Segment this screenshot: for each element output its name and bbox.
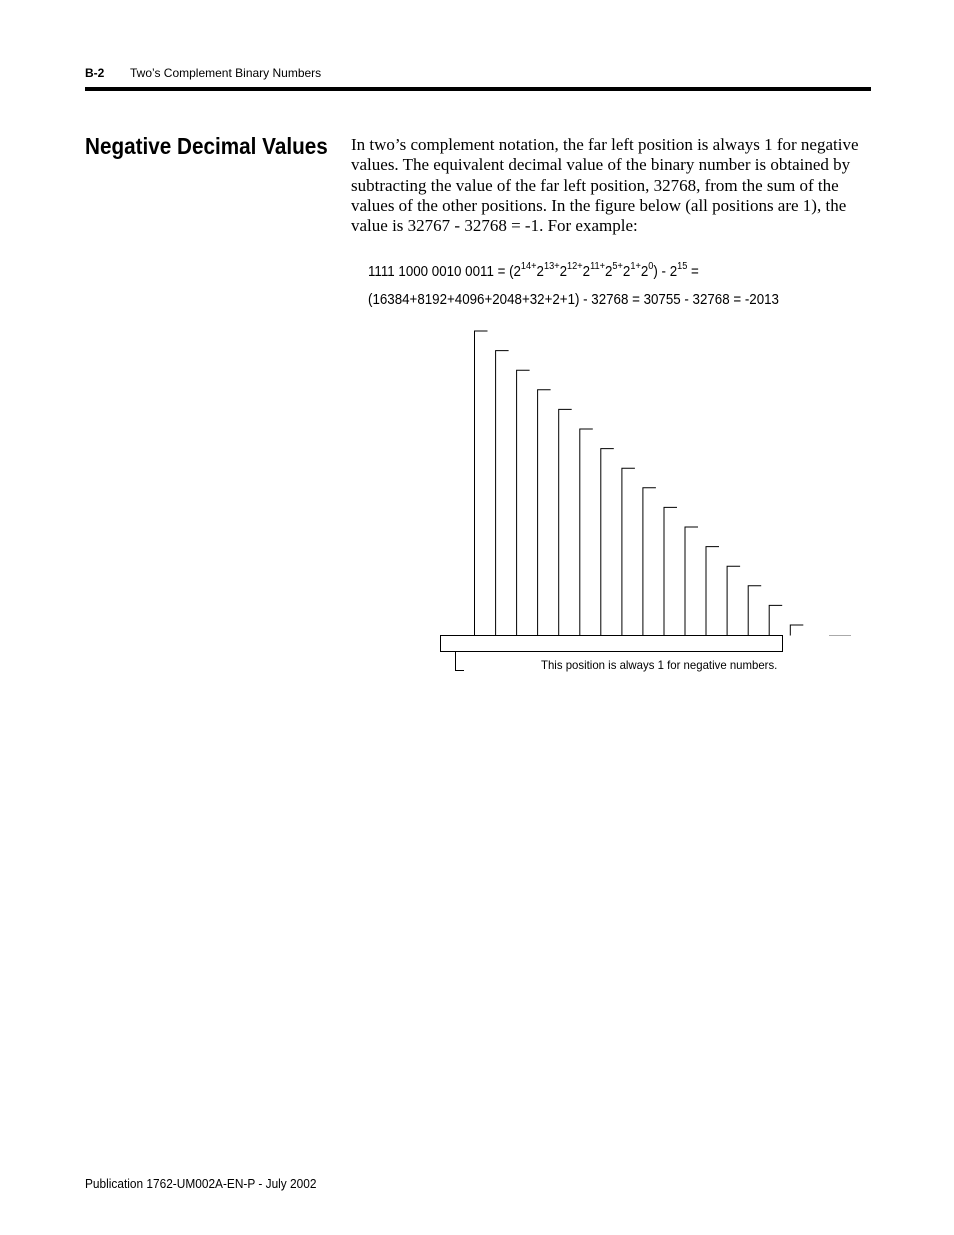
exponent: 14+	[520, 261, 537, 272]
bit-position-line	[538, 390, 551, 636]
base: 2	[559, 263, 568, 280]
bit-position-line	[664, 507, 677, 635]
base: 2	[582, 263, 591, 280]
exponent: 1+	[630, 261, 641, 272]
equation-equals: =	[687, 263, 699, 280]
bit-position-line	[748, 586, 761, 636]
bit-lines	[475, 331, 804, 636]
base: 2	[622, 263, 631, 280]
exponent: 15	[677, 261, 688, 272]
bit-position-line	[580, 429, 593, 636]
equation-line-2: (16384+8192+4096+2048+32+2+1) - 32768 = 30755 - 32768 = -2013	[368, 292, 779, 308]
bit-position-line	[685, 527, 698, 636]
section-title: Negative Decimal Values	[85, 133, 328, 159]
exponent: 12+	[567, 261, 583, 272]
header-rule	[85, 87, 871, 91]
bit-position-line	[475, 331, 488, 636]
bit-position-line	[769, 605, 782, 635]
bit-position-line	[559, 409, 572, 635]
equation-lhs: 1111 1000 0010 0011 = (2	[368, 263, 521, 280]
base: 2	[605, 263, 613, 280]
bit-position-line	[790, 625, 803, 636]
base: 2	[640, 263, 649, 280]
sign-bit-bracket	[456, 652, 465, 671]
bit-position-line	[517, 370, 530, 635]
bit-position-line	[496, 351, 509, 636]
intro-paragraph: In two’s complement notation, the far left position is always 1 for negative values. The equivalent decimal value of the binary number is obtained by subtracting the value of the far left position, 32768, from the sum of the values of the other positions. In the figure below (all positions are 1), the value is 32767 - 32768 = -1. For example:	[351, 135, 859, 236]
bit-position-line	[727, 566, 740, 635]
bit-register-box	[441, 636, 783, 652]
bit-position-line	[601, 449, 614, 636]
figure-caption: This position is always 1 for negative numbers.	[541, 658, 778, 672]
page-number: B-2	[85, 66, 105, 80]
footer-publication: Publication 1762-UM002A-EN-P - July 2002	[85, 1177, 317, 1191]
equation-line-1	[368, 262, 699, 280]
exponent: 0	[648, 261, 654, 272]
chapter-title: Two’s Complement Binary Numbers	[130, 66, 322, 80]
exponent: 11+	[590, 261, 606, 272]
base: 2	[536, 263, 544, 280]
equation-minus: ) - 2	[653, 263, 678, 280]
exponent: 5+	[612, 261, 623, 272]
bit-position-line	[643, 488, 656, 636]
bit-position-line	[622, 468, 635, 635]
exponent: 13+	[543, 261, 560, 272]
bit-position-line	[706, 547, 719, 636]
